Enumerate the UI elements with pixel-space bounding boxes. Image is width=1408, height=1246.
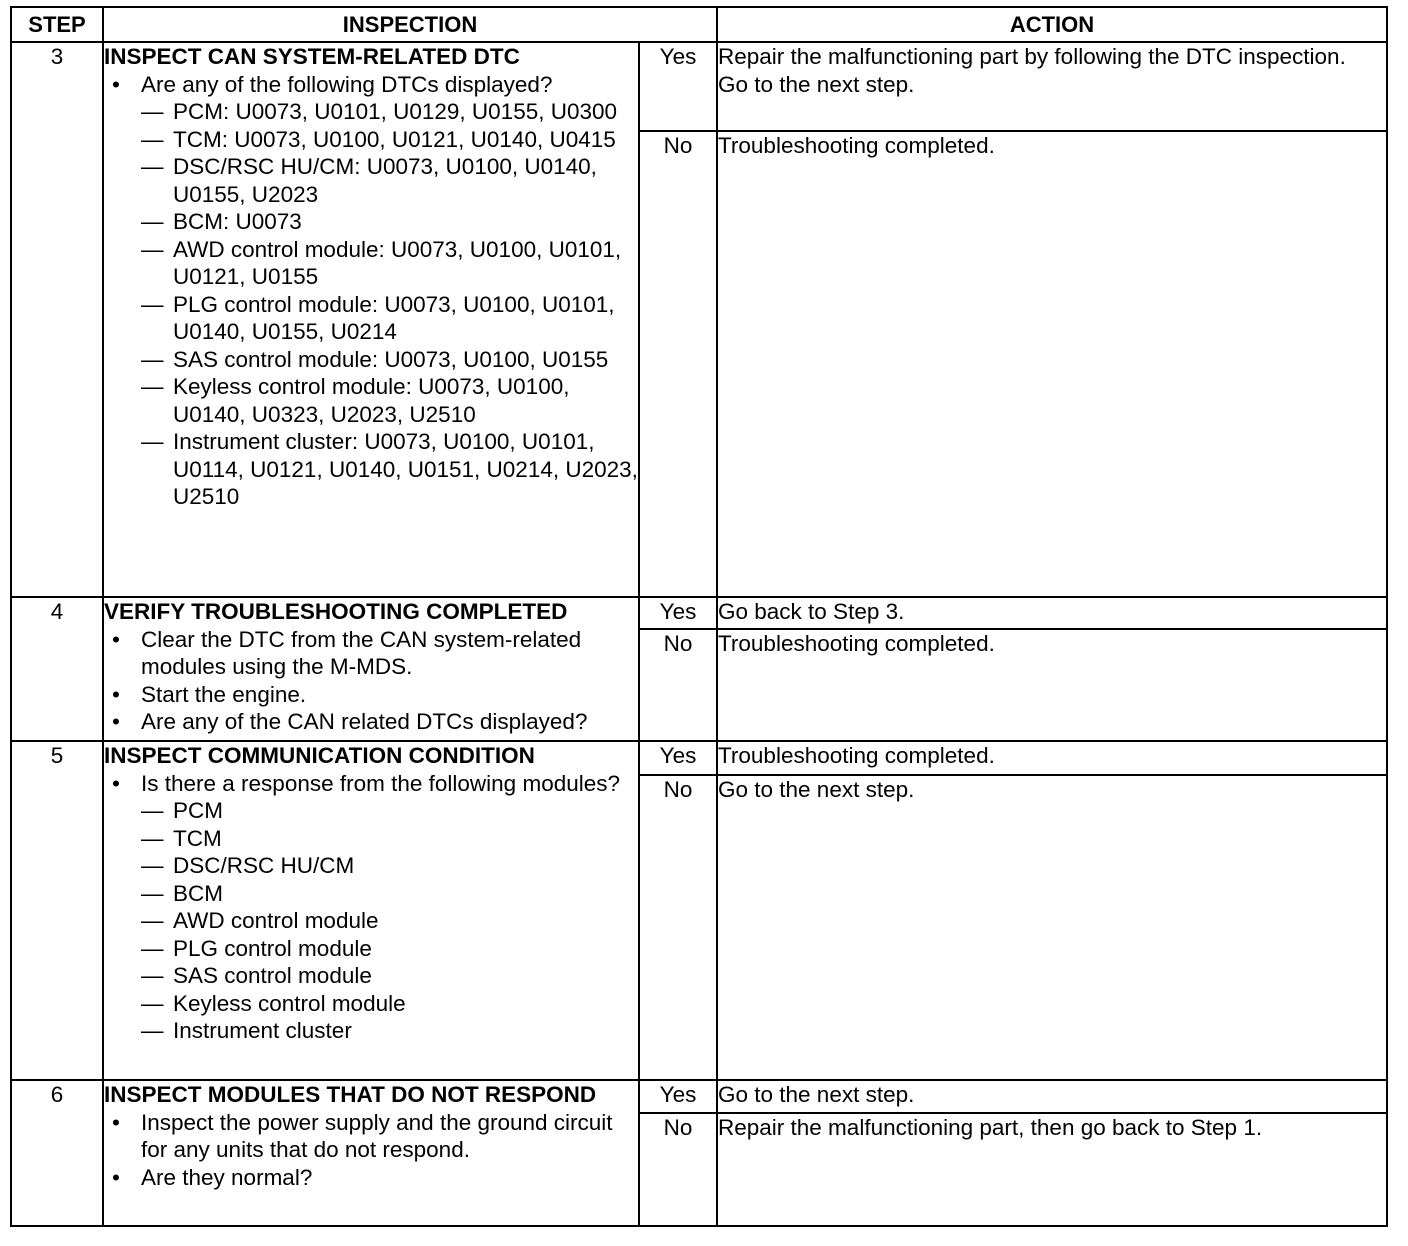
- action-header: ACTION: [717, 7, 1387, 42]
- module-item: — BCM: U0073: [141, 208, 638, 236]
- bullet-text: Clear the DTC from the CAN system-related modules using the M-MDS.: [141, 626, 582, 679]
- yes-label: Yes: [639, 1080, 717, 1113]
- bullet-item: [104, 71, 638, 511]
- module-list: [141, 797, 638, 1045]
- module-item: — AWD control module: [141, 907, 638, 935]
- action-text: Troubleshooting completed.: [718, 743, 995, 768]
- inspection-title: INSPECT CAN SYSTEM-RELATED DTC: [104, 44, 520, 69]
- step-header: STEP: [11, 7, 103, 42]
- module-item: — PLG control module: [141, 935, 638, 963]
- action-text: Repair the malfunctioning part by following the DTC inspection.: [718, 44, 1346, 69]
- action-text: Troubleshooting completed.: [718, 133, 995, 158]
- step-row-yes: [11, 597, 1387, 629]
- action-text: Go to the next step.: [718, 777, 915, 802]
- bullet-item: [104, 708, 638, 736]
- action-text: Troubleshooting completed.: [718, 631, 995, 656]
- header-row: [11, 7, 1387, 42]
- inspection-title: INSPECT COMMUNICATION CONDITION: [104, 743, 535, 768]
- bullet-item: [104, 1164, 638, 1192]
- module-item: — Keyless control module: [141, 990, 638, 1018]
- module-item: — DSC/RSC HU/CM: U0073, U0100, U0140, U0155, U2023: [141, 153, 638, 208]
- yes-label: Yes: [639, 597, 717, 629]
- step-number: 5: [11, 741, 103, 1080]
- no-action: [717, 629, 1387, 741]
- inspection-bullets: [104, 626, 638, 736]
- step-row-yes: [11, 42, 1387, 131]
- inspection-cell: [103, 1080, 639, 1226]
- inspection-header: INSPECTION: [103, 7, 717, 42]
- bullet-text: Are they normal?: [141, 1164, 313, 1190]
- module-item: — PCM: U0073, U0101, U0129, U0155, U0300: [141, 98, 638, 126]
- step-number: 6: [11, 1080, 103, 1226]
- inspection-cell: [103, 741, 639, 1080]
- bullet-text: Are any of the following DTCs displayed?: [141, 71, 553, 97]
- module-item: — Keyless control module: U0073, U0100, U0140, U0323, U2023, U2510: [141, 373, 638, 428]
- bullet-text: Is there a response from the following modules?: [141, 770, 621, 796]
- module-item: — DSC/RSC HU/CM: [141, 852, 638, 880]
- action-text: Go to the next step.: [718, 1082, 915, 1107]
- no-label: No: [639, 131, 717, 597]
- module-item: — Instrument cluster: [141, 1017, 638, 1045]
- yes-action: [717, 741, 1387, 775]
- module-item: — Instrument cluster: U0073, U0100, U0101, U0114, U0121, U0140, U0151, U0214, U2023, U2510: [141, 428, 638, 511]
- step-number: 3: [11, 42, 103, 597]
- module-item: — PCM: [141, 797, 638, 825]
- yes-label: Yes: [639, 741, 717, 775]
- inspection-cell: [103, 42, 639, 597]
- module-item: — BCM: [141, 880, 638, 908]
- inspection-bullets: [104, 1109, 638, 1192]
- no-action: [717, 775, 1387, 1080]
- inspection-bullets: [104, 770, 638, 1045]
- inspection-title: INSPECT MODULES THAT DO NOT RESPOND: [104, 1082, 597, 1107]
- bullet-text: Are any of the CAN related DTCs displayed?: [141, 709, 588, 734]
- no-label: No: [639, 1113, 717, 1226]
- inspection-title: VERIFY TROUBLESHOOTING COMPLETED: [104, 599, 568, 624]
- no-label: No: [639, 629, 717, 741]
- yes-action: [717, 1080, 1387, 1113]
- module-item: — SAS control module: U0073, U0100, U0155: [141, 346, 638, 374]
- module-item: — AWD control module: U0073, U0100, U0101, U0121, U0155: [141, 236, 638, 291]
- bullet-item: [104, 626, 638, 681]
- troubleshooting-table: [10, 6, 1388, 1227]
- module-list: [141, 98, 638, 511]
- bullet-text: Start the engine.: [141, 681, 307, 707]
- yes-action: [717, 597, 1387, 629]
- module-item: — TCM: U0073, U0100, U0121, U0140, U0415: [141, 126, 638, 154]
- module-item: — PLG control module: U0073, U0100, U0101, U0140, U0155, U0214: [141, 291, 638, 346]
- step-row-yes: [11, 741, 1387, 775]
- action-text: Repair the malfunctioning part, then go back to Step 1.: [718, 1115, 1263, 1140]
- module-item: — TCM: [141, 825, 638, 853]
- bullet-item: [104, 770, 638, 1045]
- bullet-item: [104, 1109, 638, 1164]
- step-row-yes: [11, 1080, 1387, 1113]
- action-text: Go back to Step 3.: [718, 599, 905, 624]
- bullet-item: [104, 681, 638, 709]
- step-number: 4: [11, 597, 103, 741]
- no-action: [717, 131, 1387, 597]
- no-action: [717, 1113, 1387, 1226]
- yes-label: Yes: [639, 42, 717, 131]
- bullet-text: Inspect the power supply and the ground circuit for any units that do not respond.: [141, 1109, 613, 1162]
- action-text: Go to the next step.: [718, 71, 915, 97]
- inspection-bullets: [104, 71, 638, 511]
- module-item: — SAS control module: [141, 962, 638, 990]
- yes-action: [717, 42, 1387, 131]
- inspection-cell: [103, 597, 639, 741]
- no-label: No: [639, 775, 717, 1080]
